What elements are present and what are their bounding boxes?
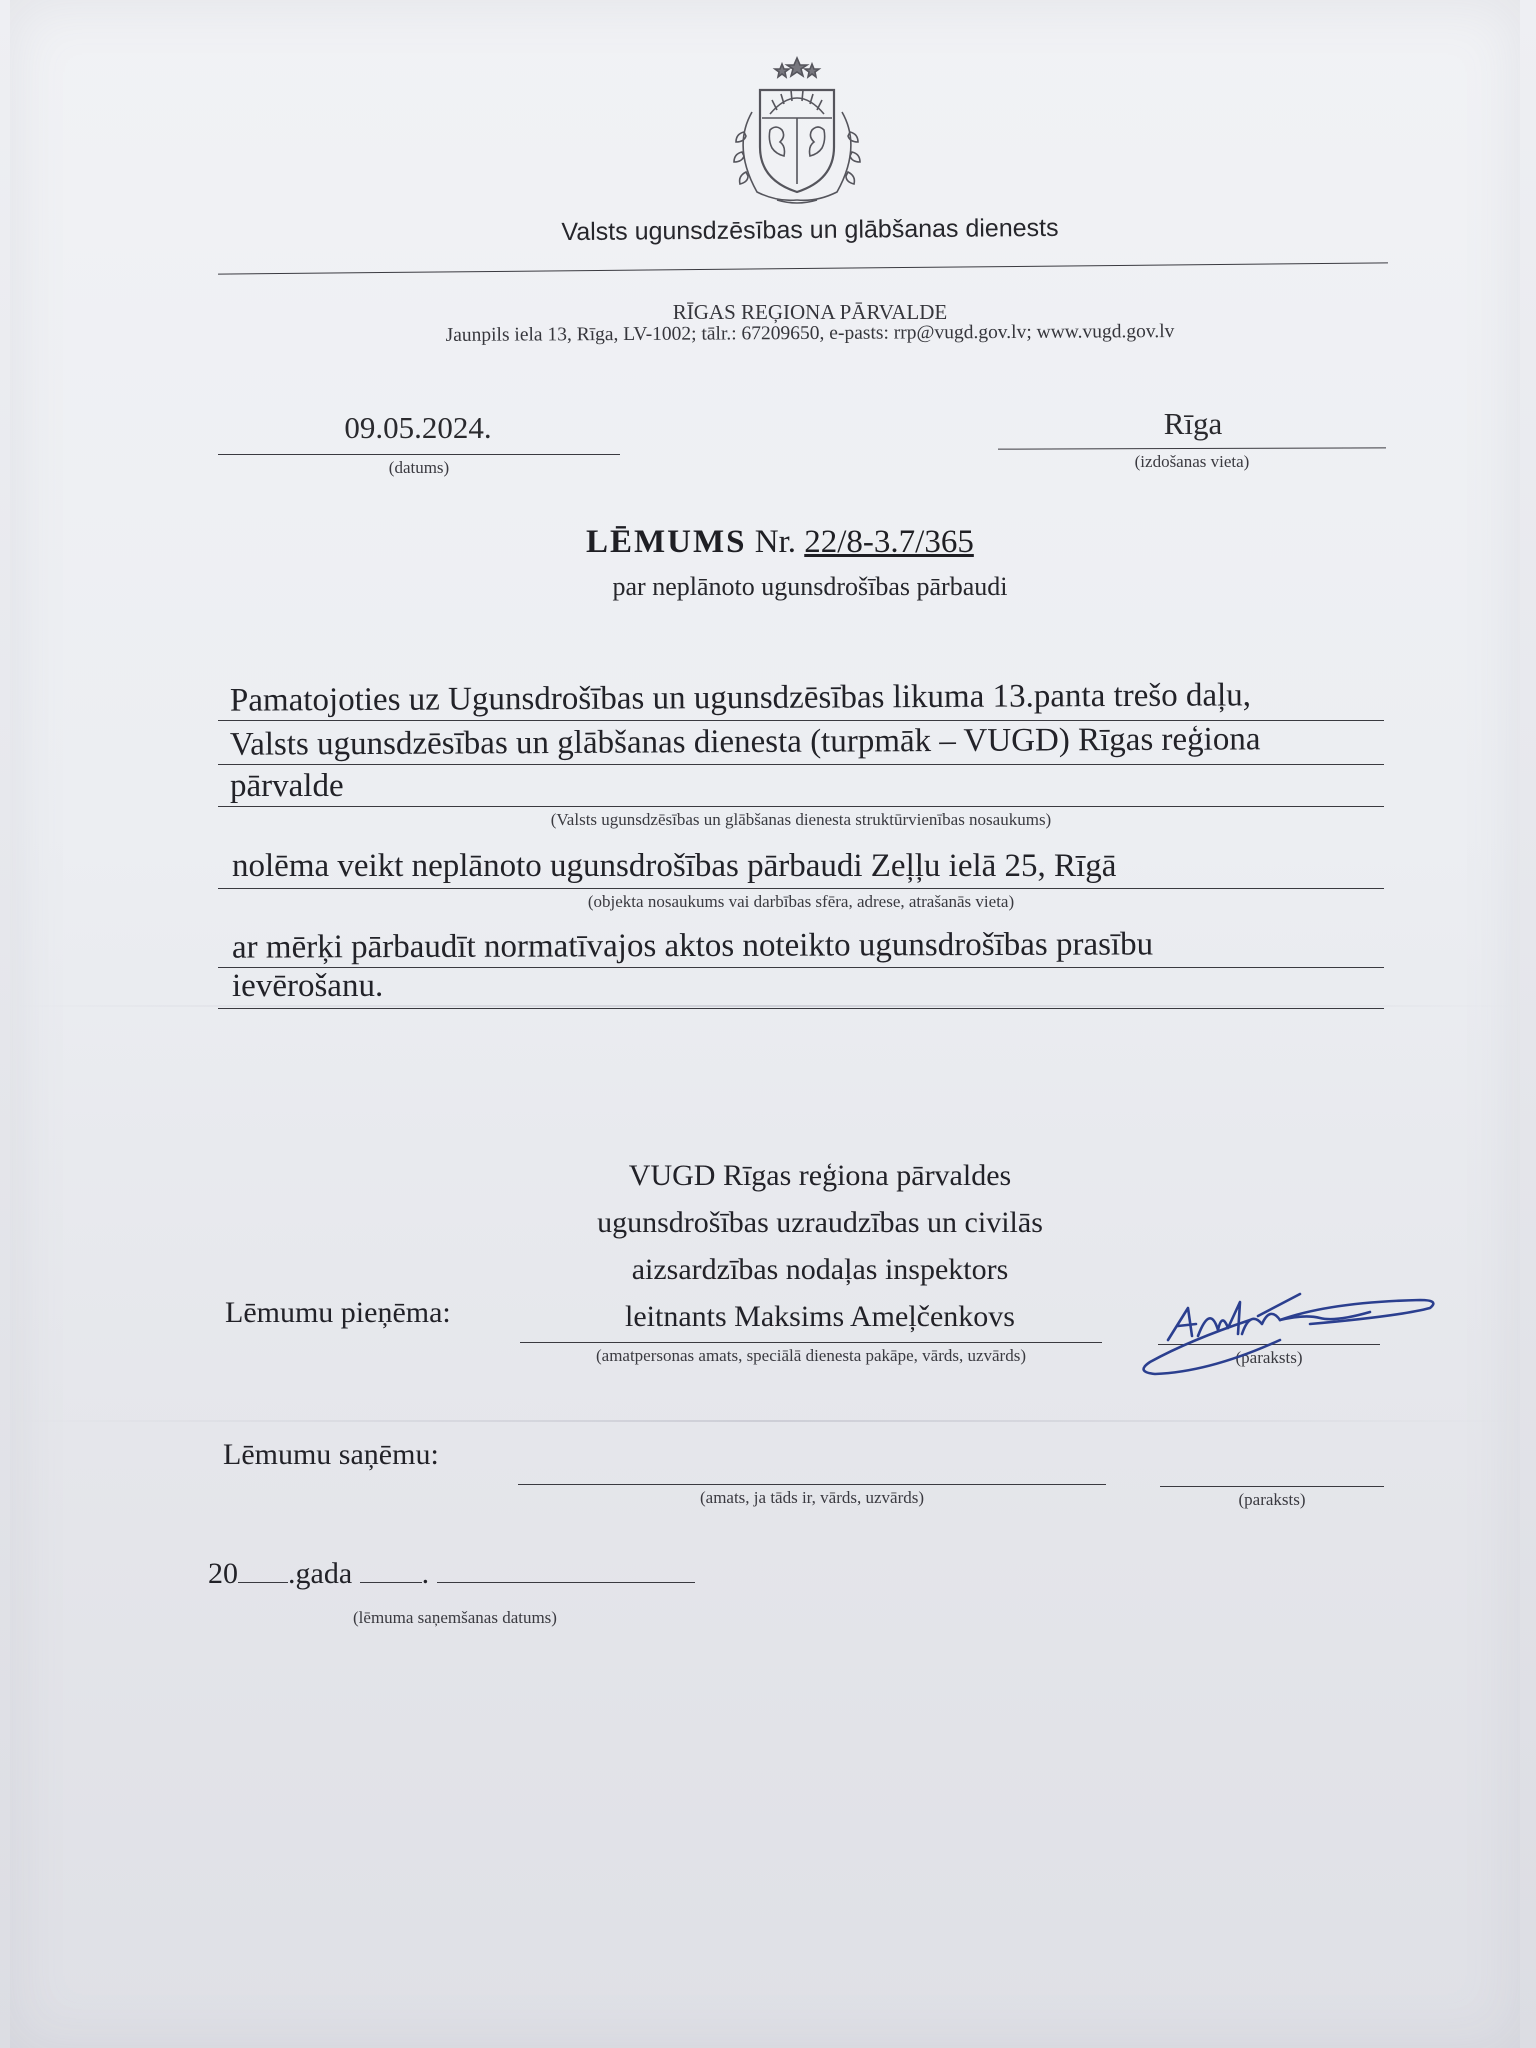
latvia-coat-of-arms-icon [722,52,872,207]
decision-number-prefix: Nr. [754,524,796,560]
year-prefix: 20 [208,1557,238,1590]
month-blank [437,1556,695,1583]
date-caption: (datums) [388,458,450,477]
place-rule [998,447,1386,449]
issuer-line: VUGD Rīgas reģiona pārvaldes [628,1159,1012,1192]
object-caption: (objekta nosaukums vai darbības sfēra, adrese, atrašanās vieta) [587,892,1015,911]
object-rule [218,888,1384,889]
region-office: RĪGAS REĢIONA PĀRVALDE [672,300,948,324]
paragraph-rule [218,764,1384,765]
issuer-line: leitnants Maksims Ameļčenkovs [625,1300,1015,1333]
issuer-line: ugunsdrošības uzraudzības un civilās [597,1206,1043,1239]
receiver-label: Lēmumu saņēmu: [223,1438,439,1471]
issuer-label: Lēmumu pieņēma: [225,1296,451,1329]
paragraph-rule [218,806,1384,807]
signature-rule [1160,1486,1384,1487]
header-rule [218,262,1388,274]
purpose-line: ievērošanu. [232,968,384,1004]
year-blank [238,1556,288,1583]
received-date-line [208,1556,695,1591]
unit-caption: (Valsts ugunsdzēsības un glābšanas dienesta struktūrvienības nosaukums) [550,810,1052,829]
issuer-block [510,1152,1130,1340]
decision-title [586,524,974,561]
paragraph-line: Pamatojoties uz Ugunsdrošības un ugunsdzēsības likuma 13.panta trešo daļu, [229,677,1252,719]
decision-number: 22/8-3.7/365 [804,524,974,560]
decision-subtitle: par neplānoto ugunsdrošības pārbaudi [612,572,1008,601]
contact-line: Jaunpils iela 13, Rīga, LV-1002; tālr.: 67209650, e-pasts: rrp@vugd.gov.lv; www.vugd.gov.lv [445,321,1175,346]
place-caption: (izdošanas vieta) [1134,452,1250,471]
date-rule [218,454,620,455]
object-line: nolēma veikt neplānoto ugunsdrošības pārbaudi Zeļļu ielā 25, Rīgā [232,848,1117,884]
service-name: Valsts ugunsdzēsības un glābšanas dienests [561,213,1059,247]
decision-title-word: LĒMUMS [586,524,747,560]
purpose-rule [218,1008,1384,1009]
purpose-rule [218,967,1384,968]
day-blank [360,1556,422,1583]
signature-caption: (paraksts) [1238,1490,1306,1509]
issuer-caption: (amatpersonas amats, speciālā dienesta pakāpe, vārds, uzvārds) [595,1346,1026,1365]
handwritten-signature-icon [1130,1280,1450,1390]
signature-caption: (paraksts) [1235,1348,1303,1367]
fold-line [10,1005,1520,1007]
date-value: 09.05.2024. [344,410,492,445]
paragraph-line: pārvalde [230,768,344,804]
place-value: Rīga [1163,406,1223,441]
paper-sheet [10,0,1520,2048]
gada-text: .gada [288,1557,353,1590]
receiver-caption: (amats, ja tāds ir, vārds, uzvārds) [699,1488,925,1507]
receiver-rule [518,1484,1106,1485]
paragraph-line: Valsts ugunsdzēsības un glābšanas dienesta (turpmāk – VUGD) Rīgas reģiona [229,721,1261,763]
issuer-line: aizsardzības nodaļas inspektors [631,1253,1009,1286]
fold-line [10,1420,1520,1422]
issuer-rule [520,1342,1102,1343]
received-date-caption: (lēmuma saņemšanas datums) [353,1608,557,1627]
purpose-line: ar mērķi pārbaudīt normatīvajos aktos noteikto ugunsdrošības prasību [231,926,1154,966]
dot-text: . [421,1557,430,1590]
